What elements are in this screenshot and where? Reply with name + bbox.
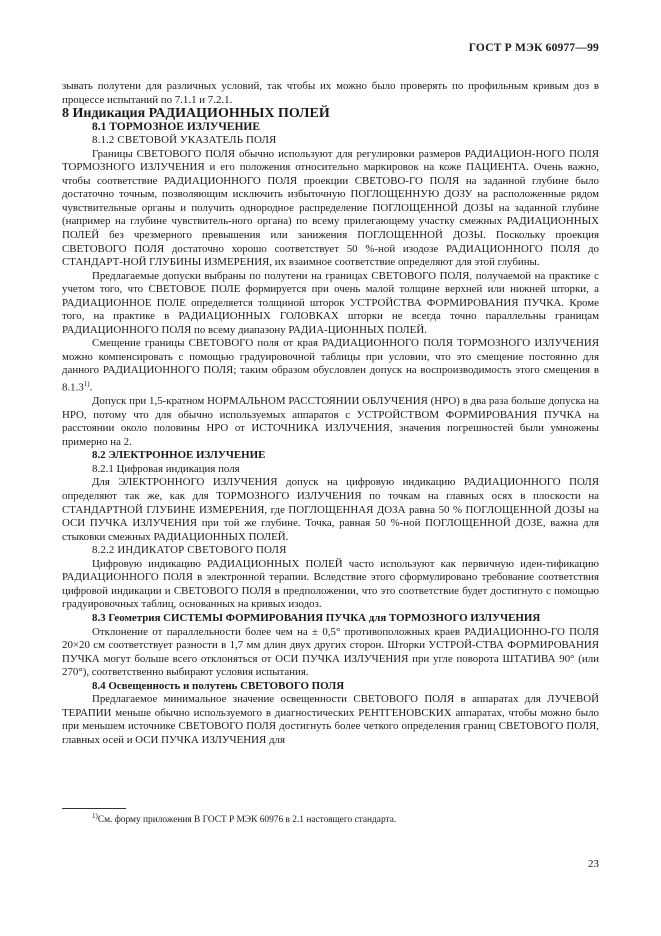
document-header: ГОСТ Р МЭК 60977—99 — [468, 42, 599, 54]
paragraph-light-indicator: Цифровую индикацию РАДИАЦИОННЫХ ПОЛЕЙ часто используют как первичную иден-тификацию РАДИАЦИОННОГО ПОЛЯ в электронной терапии. Вследствие этого сформулировано требование соответствия цифровой индикации и СВЕТОВОГО ПОЛЯ в предположении, что это соответствие будет достигнуто с помощью градуировочных таблиц, основанных на кривых изодоз. — [62, 557, 599, 611]
paragraph-geometry: Отклонение от параллельности более чем на ± 0,5° противоположных краев РАДИАЦИОННО-ГО ПОЛЯ 20×20 см соответствует разности в 1,7 мм длин двух других сторон. Шторки УСТРОЙ-СТВА ФОРМИРОВАНИЯ ПУЧКА могут больше всего отклоняться от ОСИ ПУЧКА ИЗЛУЧЕНИЯ при угле поворота ШТАТИВА 90° (или 270°), соответственно выбирают условия испытания. — [62, 625, 599, 679]
section-8-1-2-heading: 8.1.2 СВЕТОВОЙ УКАЗАТЕЛЬ ПОЛЯ — [92, 134, 277, 147]
paragraph-light-field: Границы СВЕТОВОГО ПОЛЯ обычно используют для регулировки размеров РАДИАЦИОН-НОГО ПОЛЯ ТОРМОЗНОГО ИЗЛУЧЕНИЯ и его положения относительно маркировок на коже ПАЦИЕНТА. Очень важно, чтобы соответствие РАДИАЦИОННОГО ПОЛЯ проекции СВЕТОВО-ГО ПОЛЯ на заданной глубине было достаточно точным, позволяющим исключить избыточную ПОГЛОЩЕННУЮ ДОЗУ на расположенные рядом чувствительные органы и получить однородное распределение ПОГЛОЩЕННОЙ ДОЗЫ на заданной глубине (например на глубине чувствитель-ного органа) по всему прилегающему участку смежных РАДИАЦИОННЫХ ПОЛЕЙ без чрезмерного превышения или занижения ПОГЛОЩЕННОЙ ДОЗЫ. Поскольку проекция СВЕТОВОГО ПОЛЯ достаточно хорошо соответствует 50 %-ной изодозе РАДИАЦИОННОГО ПОЛЯ до СТАНДАРТ-НОЙ ГЛУБИНЫ ИЗМЕРЕНИЯ, их взаимное соответствие определяют для этой глубины. — [62, 147, 599, 269]
paragraph-nro: Допуск при 1,5-кратном НОРМАЛЬНОМ РАССТОЯНИИ ОБЛУЧЕНИЯ (НРО) в два раза больше допуска на НРО, потому что для обычно используемых аппаратов с УСТРОЙСТВОМ ФОРМИРОВАНИЯ ПУЧКА на расстоянии около половины НРО от ИСТОЧНИКА ИЗЛУЧЕНИЯ, значения погрешностей были умножены примерно на 2. — [62, 395, 599, 448]
footnote-text: См. форму приложения В ГОСТ Р МЭК 60976 в 2.1 настоящего стандарта. — [97, 815, 397, 826]
paragraph-offset — [62, 337, 599, 395]
paragraph-offset-end: . — [89, 381, 93, 394]
paragraph-illumination: Предлагаемое минимальное значение освещенности СВЕТОВОГО ПОЛЯ в аппаратах для ЛУЧЕВОЙ ТЕРАПИИ меньше обычно используемого в диагностических РЕНТГЕНОВСКИХ аппаратах, чтобы можно было при меньшем источнике СВЕТОВОГО ПОЛЯ достигнуть более четкого определения границ СВЕТОВОГО ПОЛЯ, главных осей и ОСИ ПУЧКА ИЗЛУЧЕНИЯ для — [62, 693, 599, 746]
section-8-1-heading: 8.1 ТОРМОЗНОЕ ИЗЛУЧЕНИЕ — [92, 120, 261, 133]
section-8-2-heading: 8.2 ЭЛЕКТРОННОЕ ИЗЛУЧЕНИЕ — [92, 449, 266, 462]
document-body — [62, 80, 599, 747]
paragraph-tolerances: Предлагаемые допуски выбраны по полутени на границах СВЕТОВОГО ПОЛЯ, получаемой на практике с учетом того, что СВЕТОВОЕ ПОЛЕ формируется при очень малой толщине верхней или нижней шторки, а РАДИАЦИОННОЕ ПОЛЕ определяется толщиной шторок УСТРОЙСТВА ФОРМИРОВАНИЯ ПУЧКА. Кроме того, на практике в РАДИАЦИОННЫХ ГОЛОВКАХ шторки не всегда точно параллельны границам РАДИАЦИОННОГО ПОЛЯ по всему диапазону РАДИА-ЦИОННЫХ ПОЛЕЙ. — [62, 269, 599, 336]
footnote-reference: 1) — [83, 380, 90, 389]
section-8-2-2-heading: 8.2.2 ИНДИКАТОР СВЕТОВОГО ПОЛЯ — [92, 544, 287, 557]
section-8-2-1-heading: 8.2.1 Цифровая индикация поля — [92, 462, 240, 475]
page-number: 23 — [588, 858, 599, 870]
section-8-heading: 8 Индикация РАДИАЦИОННЫХ ПОЛЕЙ — [62, 106, 330, 122]
paragraph-electron-indication: Для ЭЛЕКТРОННОГО ИЗЛУЧЕНИЯ допуск на цифровую индикацию РАДИАЦИОННОГО ПОЛЯ определяют так же, как для ТОРМОЗНОГО ИЗЛУЧЕНИЯ по точкам на главных осях в плоскости на СТАНДАРТНОЙ ГЛУБИНЕ ИЗМЕРЕНИЯ, где ПОГЛОЩЕННАЯ ДОЗА равна 50 % ПОГЛОЩЕННОЙ ДОЗЫ на ОСИ ПУЧКА ИЗЛУЧЕНИЯ при той же глубине. Точка, равная 50 %-ной ПОГЛОЩЕННОЙ ДОЗЕ, важна для стыковки смежных РАДИАЦИОННЫХ ПОЛЕЙ. — [62, 476, 599, 543]
footnote-mark: 1) — [92, 812, 98, 820]
section-8-4-heading: 8.4 Освещенность и полутень СВЕТОВОГО ПОЛЯ — [92, 679, 345, 692]
paragraph-offset-text: Смещение границы СВЕТОВОГО поля от края РАДИАЦИОННОГО ПОЛЯ ТОРМОЗНОГО ИЗЛУЧЕНИЯ можно компенсировать с помощью градуировочной таблицы при условии, что это смещение постоянно для данного РАДИАЦИОННОГО ПОЛЯ; таким образом обусловлен допуск на воспроизводимость этого смещения в 8.1.3 — [62, 337, 599, 394]
footnote-divider — [62, 808, 126, 809]
paragraph-continuation: зывать полутени для различных условий, так чтобы их можно было проверять по профильным кривым доз в процессе испытаний по 7.1.1 и 7.2.1. — [62, 80, 599, 106]
footnote — [92, 812, 396, 825]
section-8-3-heading: 8.3 Геометрия СИСТЕМЫ ФОРМИРОВАНИЯ ПУЧКА для ТОРМОЗНОГО ИЗЛУЧЕНИЯ — [92, 611, 541, 624]
